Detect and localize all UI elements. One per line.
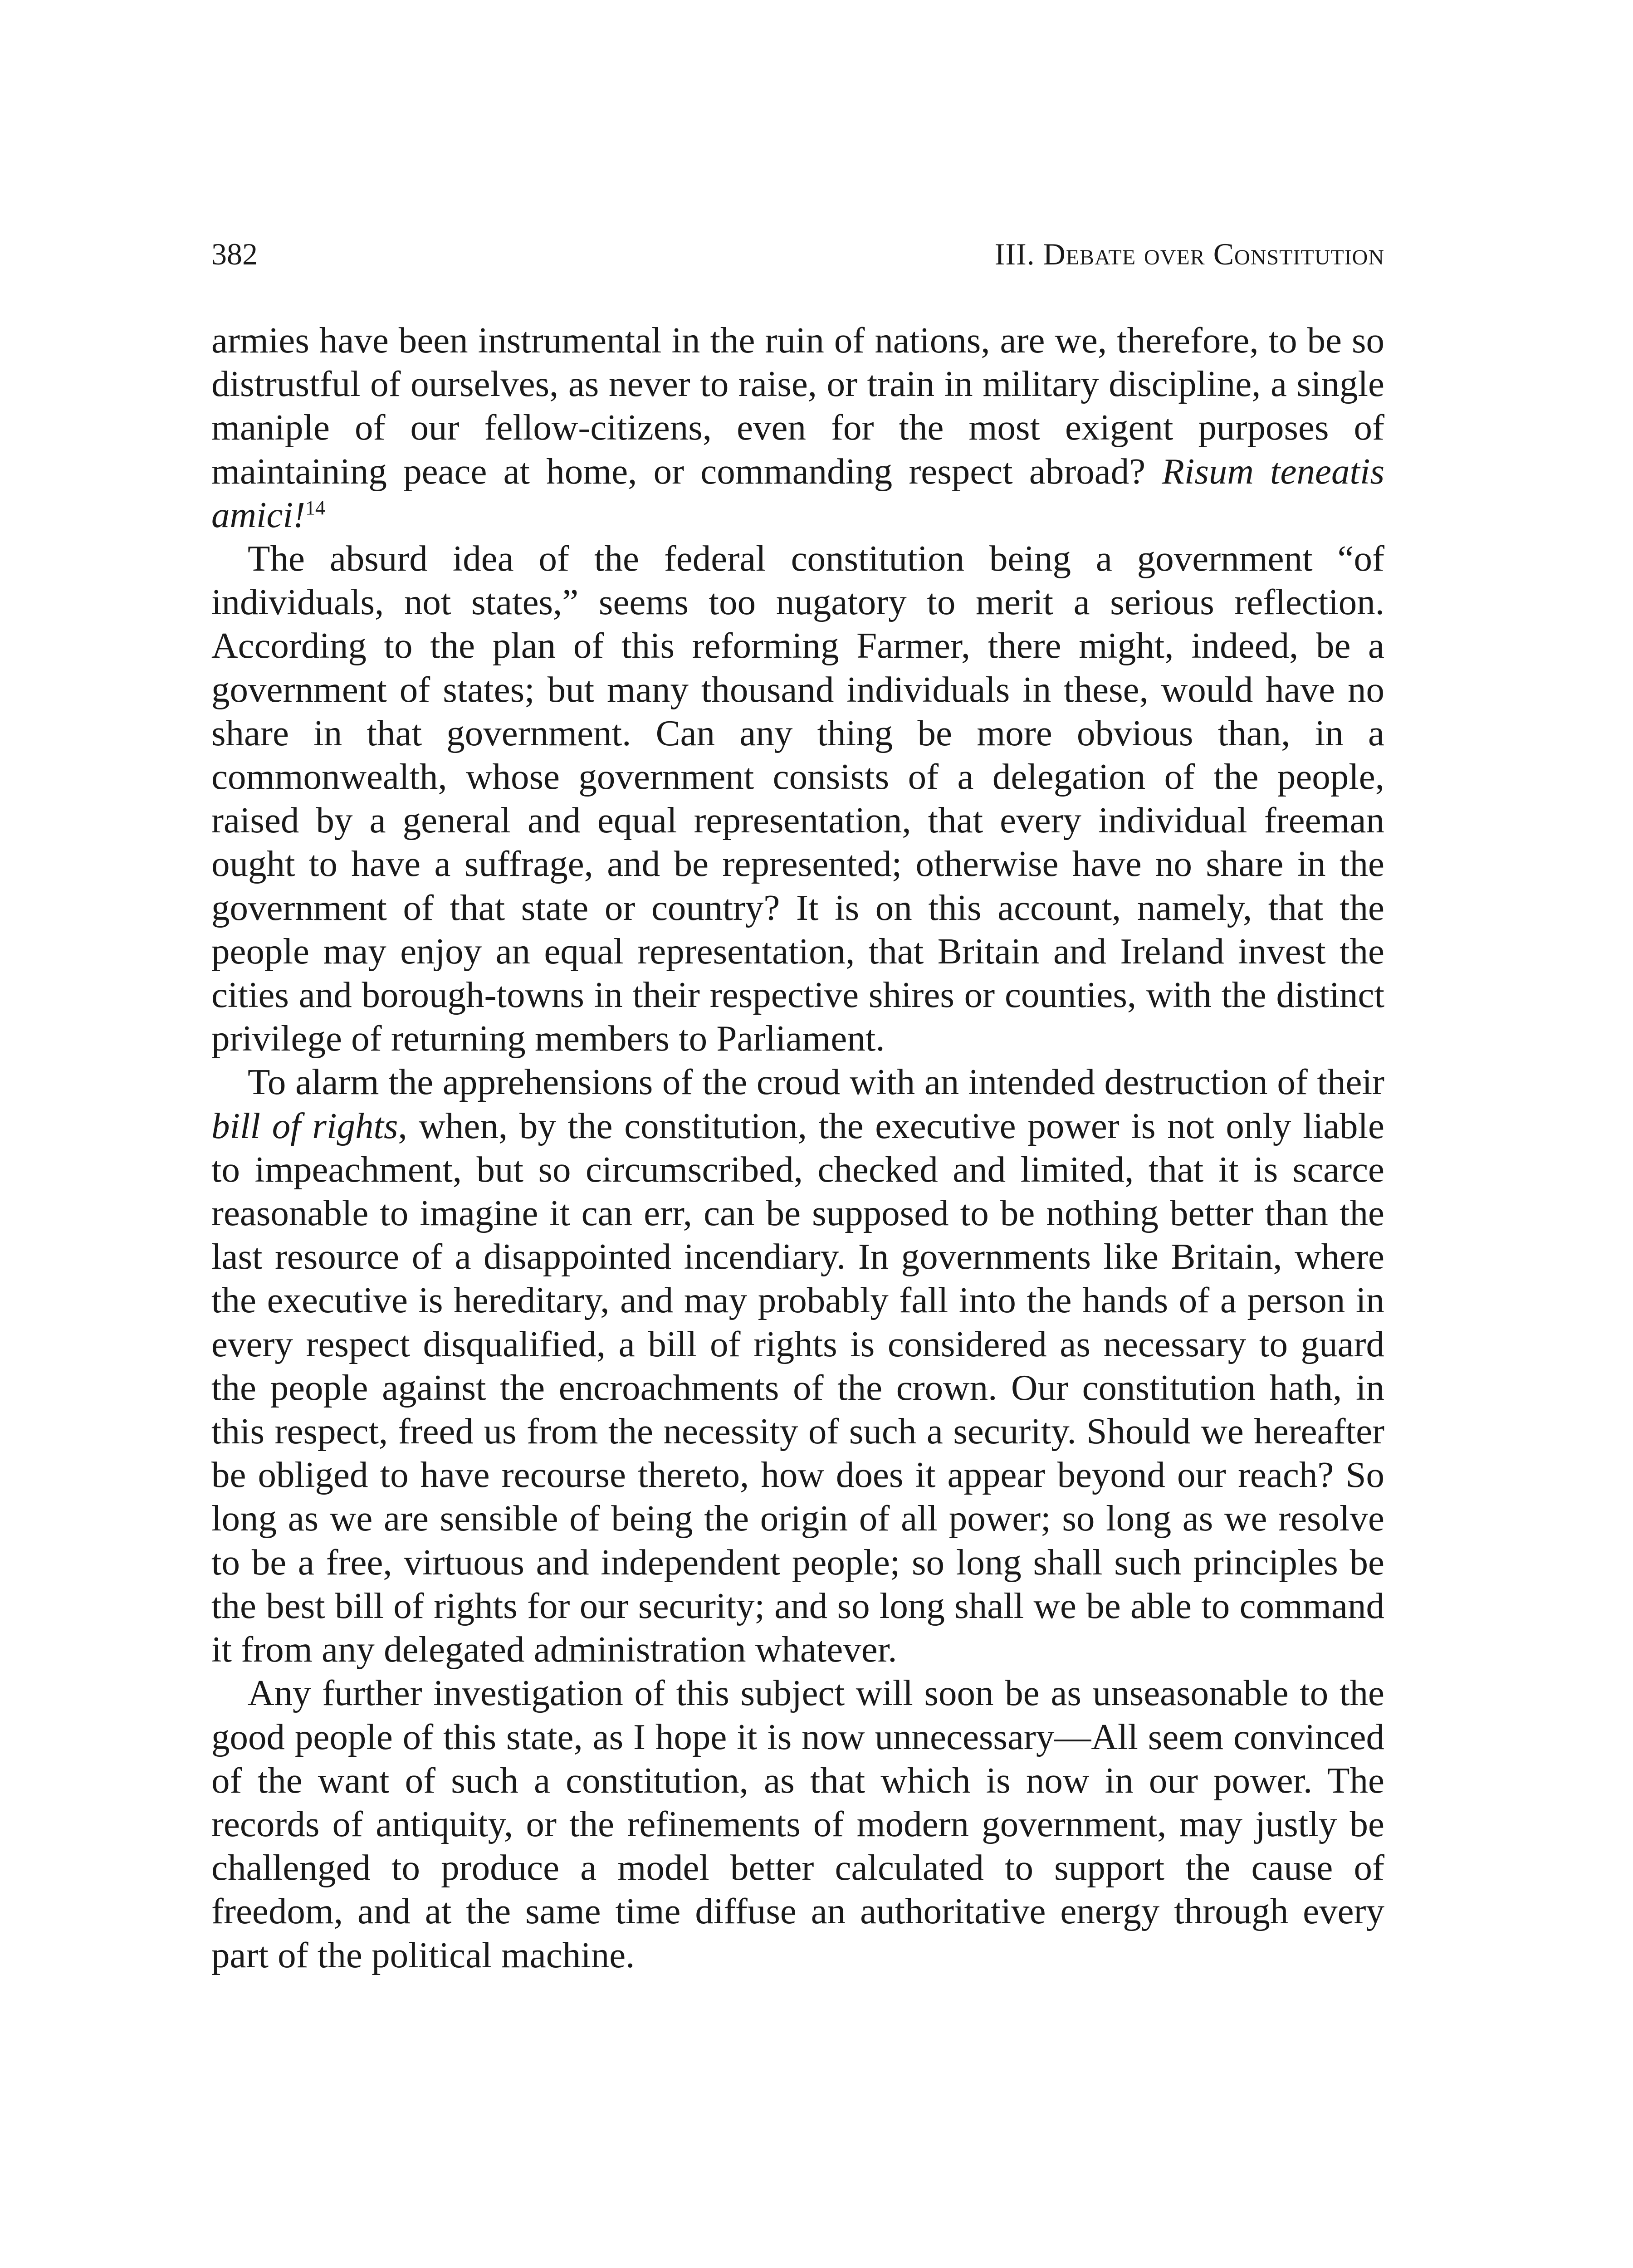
paragraph-text: Any further investigation of this subject will soon be as unseasonable to the good people of this state, as I hope it is now unnecessary—All seem convinced of the want of such a constitution, as that which is now in our power. The records of antiquity, or the refinements of modern government, may justly be challenged to produce a model better calculated to support the cause of freedom, and at the same time diffuse an authoritative energy through every part of the political machine. <box>211 1672 1384 1975</box>
paragraph-text: armies have been instrumental in the ruin of nations, are we, therefore, to be so distrustful of ourselves, as never to raise, or train in military discipline, a single maniple of our fellow-citizens, even for the most exigent purposes of maintaining peace at home, or commanding respect abroad? <box>211 320 1384 492</box>
paragraph-text: To alarm the apprehensions of the croud with an intended destruction of their <box>248 1061 1384 1103</box>
section-title: III. Debate over Constitution <box>994 237 1384 271</box>
paragraph-4 <box>211 1671 1384 1976</box>
paragraph-3 <box>211 1060 1384 1671</box>
running-head <box>211 229 1384 279</box>
page-number: 382 <box>211 237 258 271</box>
footnote-marker: 14 <box>305 496 325 519</box>
italic-phrase: bill of rights <box>211 1105 398 1146</box>
paragraph-text: The absurd idea of the federal constitution being a government “of individuals, not states,” seems too nugatory to merit a serious reflection. According to the plan of this reforming Farmer, there might, indeed, be a government of states; but many thousand individuals in these, would have no share in that government. Can any thing be more obvious than, in a commonwealth, whose government consists of a delegation of the people, raised by a general and equal representation, that every individual freeman ought to have a suffrage, and be represented; otherwise have no share in the government of that state or country? It is on this account, namely, that the people may enjoy an equal representation, that Britain and Ireland invest the cities and borough-towns in their respective shires or counties, with the distinct privilege of returning members to Parliament. <box>211 538 1384 1059</box>
paragraph-text: , when, by the constitution, the executive power is not only liable to impeachment, but so circumscribed, checked and limited, that it is scarce reasonable to imagine it can err, can be supposed to be nothing better than the last resource of a disappointed incendiary. In governments like Britain, where the executive is hereditary, and may probably fall into the hands of a person in every respect disqualified, a bill of rights is considered as necessary to guard the people against the encroachments of the crown. Our constitution hath, in this respect, freed us from the necessity of such a security. Should we hereafter be obliged to have recourse thereto, how does it appear beyond our reach? So long as we are sensible of being the origin of all power; so long as we resolve to be a free, virtuous and independent people; so long shall such principles be the best bill of rights for our security; and so long shall we be able to command it from any delegated administration whatever. <box>211 1105 1384 1670</box>
latin-phrase: Risum teneatis amici! <box>211 450 1384 535</box>
body-text <box>211 318 1384 1977</box>
paragraph-2 <box>211 537 1384 1060</box>
paragraph-1 <box>211 318 1384 537</box>
